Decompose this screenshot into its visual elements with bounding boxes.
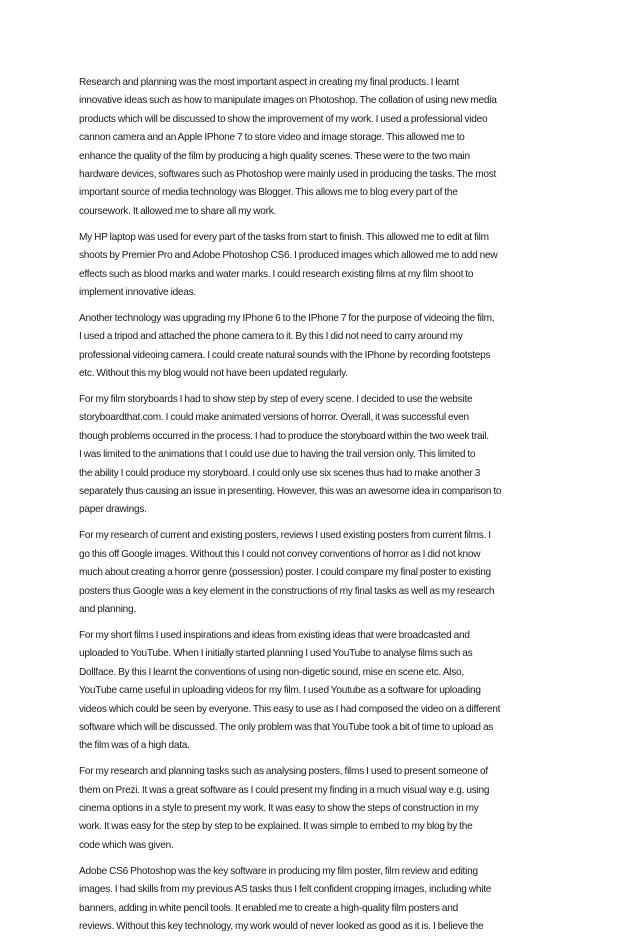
- paragraph-prezi: For my research and planning tasks such as analysing posters, films I used to present someone of them on Prezi. It was a great software as I could present my finding in a much visual way e.g. using cinema options in a style to present my work. It was easy to show the steps of construction in my work. It was easy for the step by step to be explained. It was simple to embed to my blog by the code which was given.: [79, 766, 490, 851]
- paragraph-storyboards: For my film storyboards I had to show step by step of every scene. I decided to use the website storyboardthat.com. I could make animated versions of horror. Overall, it was successful even though problems occurred in the process. I had to produce the storyboard within the two week trail. I was limited to the animations that I could use due to having the trail version only. This limited to the ability I could produce my storyboard. I could only use six scenes thus had to make another 3 separately thus causing an issue in presenting. However, this was an awesome idea in comparison to paper drawings.: [79, 394, 502, 516]
- document-body: [79, 74, 565, 944]
- paragraph-photoshop: Adobe CS6 Photoshop was the key software in producing my film poster, film review and editing images. I had skills from my previous AS tasks thus I felt confident cropping images, including white banners, adding in white pencil tools. It enabled me to create a high-quality film posters and reviews. Without this key technology, my work would of never looked as good as it is. I believe the: [79, 865, 492, 932]
- paragraph-iphone: Another technology was upgrading my IPhone 6 to the IPhone 7 for the purpose of videoing the film, I used a tripod and attached the phone camera to it. By this I did not need to carry around my professional videoing camera. I could create natural sounds with the IPhone by recording footsteps etc. Without this my blog would not have been updated regularly.: [79, 312, 495, 380]
- paragraph-hp-laptop: My HP laptop was used for every part of the tasks from start to finish. This allowed me to edit at film shoots by Premier Pro and Adobe Photoshop CS6. I produced images which allowed me to add new effects such as blood marks and water marks. I could research existing films at my film shoot to implement innovative ideas.: [79, 231, 498, 298]
- paragraph-youtube: For my short films I used inspirations and ideas from existing ideas that were broadcasted and uploaded to YouTube. When I initially started planning I used YouTube to analyse films such as Dollface. By this I learnt the conventions of using non-digetic sound, mise en scene etc. Also, YouTube came useful in uploading videos for my film. I used Youtube as a software for uploading videos which could be seen by everyone. This easy to use as I had composed the video on a different software which will be discussed. The only problem was that YouTube took a bit of time to upload as the film was of a high data.: [79, 629, 501, 752]
- paragraph-posters-research: For my research of current and existing posters, reviews I used existing posters from current films. I go this off Google images. Without this I could not convey conventions of horror as I did not know much about creating a horror genre (possession) poster. I could compare my final poster to existing posters thus Google was a key element in the constructions of my final tasks as well as my research and planning.: [79, 530, 495, 615]
- paragraph-research-planning: Research and planning was the most important aspect in creating my final products. I learnt innovative ideas such as how to manipulate images on Photoshop. The collation of using new media products which will be discussed to show the improvement of my work. I used a professional video cannon camera and an Apple IPhone 7 to store video and image storage. This allowed me to enhance the quality of the film by producing a high quality scenes. These were to the two main hardware devices, softwares such as Photoshop were mainly used in producing the tasks. The most important source of media technology was Blogger. This allows me to blog every part of the coursework. It allowed me to share all my work.: [79, 77, 497, 217]
